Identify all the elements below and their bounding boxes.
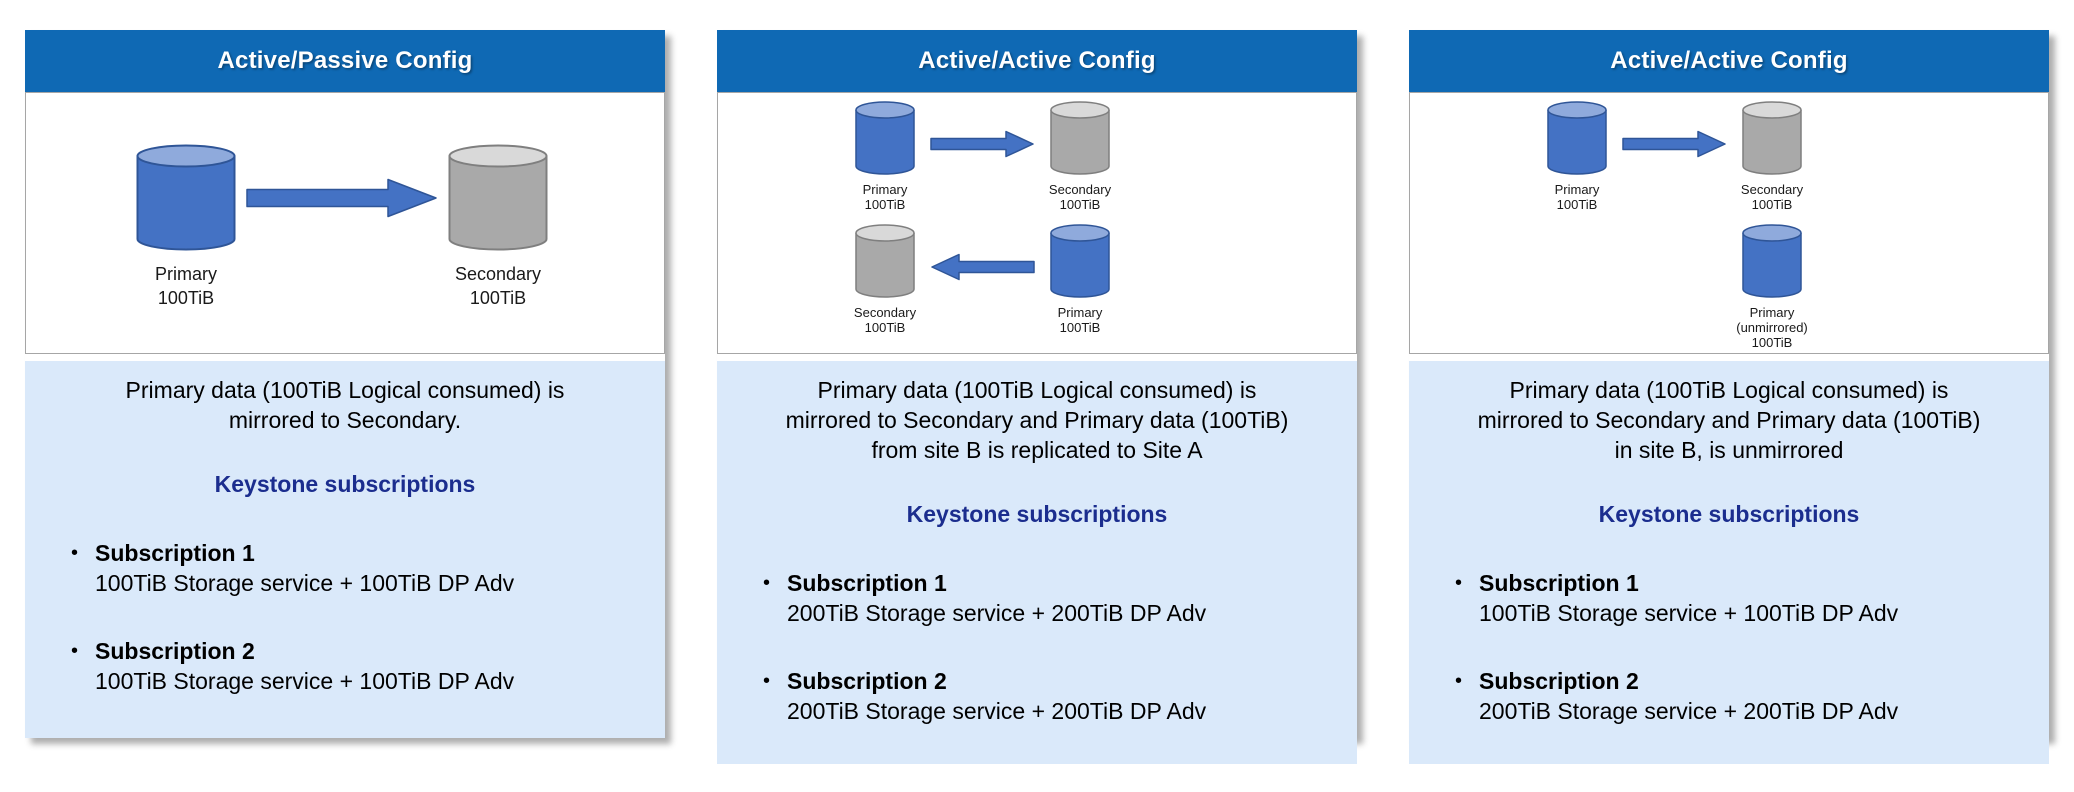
node-label-line: Primary [1554, 182, 1600, 197]
bullet-icon: • [763, 572, 771, 594]
replication-row-a-to-b [718, 101, 1356, 212]
node-label-line: (unmirrored) [1736, 320, 1808, 335]
subscription-item [763, 568, 1339, 628]
primary-storage-node [126, 144, 246, 310]
subscription-item [71, 538, 647, 598]
node-label [455, 262, 541, 310]
replication-row-a-to-b [1410, 101, 2048, 212]
node-label-line: 100TiB [1059, 197, 1101, 212]
node-label-line: 100TiB [157, 288, 215, 308]
bullet-icon: • [1455, 572, 1463, 594]
node-label [155, 262, 217, 310]
panel-active-active-bidirectional [717, 30, 1357, 738]
description-line: in site B, is unmirrored [1614, 437, 1844, 463]
subscription-name: • Subscription 1 [763, 570, 947, 596]
secondary-storage-node [840, 224, 930, 335]
description [43, 375, 647, 435]
subscription-name: • Subscription 1 [1455, 570, 1639, 596]
mirror-arrow-right-icon [1622, 130, 1727, 158]
node-label [1049, 182, 1111, 212]
subscription-name: • Subscription 1 [71, 540, 255, 566]
node-label-line: Primary [1057, 305, 1103, 320]
info-box [25, 361, 665, 738]
subscription-detail: 200TiB Storage service + 200TiB DP Adv [1479, 698, 1899, 724]
storage-cylinder-blue-icon [1050, 224, 1110, 298]
storage-cylinder-gray-icon [1742, 101, 1802, 175]
keystone-subscriptions-heading: Keystone subscriptions [214, 471, 476, 497]
description-line: mirrored to Secondary and Primary data (100TiB) [1477, 407, 1981, 433]
node-label-line: 100TiB [864, 197, 906, 212]
node-label [863, 182, 908, 212]
node-label [1741, 182, 1803, 212]
info-box [717, 361, 1357, 764]
subscription-detail: 100TiB Storage service + 100TiB DP Adv [95, 668, 515, 694]
replication-diagram [1409, 92, 2049, 354]
storage-cylinder-blue-icon [1547, 101, 1607, 175]
subscription-item [71, 636, 647, 696]
subscription-name: • Subscription 2 [763, 668, 947, 694]
primary-unmirrored-storage-node [1727, 224, 1817, 350]
panel-title: Active/Passive Config [217, 47, 473, 74]
subscription-list [1427, 568, 2031, 726]
node-label-line: Primary [155, 264, 217, 284]
storage-cylinder-gray-icon [855, 224, 915, 298]
node-label-line: 100TiB [1059, 320, 1101, 335]
subscription-item [1455, 568, 2031, 628]
mirror-arrow-right-icon [930, 130, 1035, 158]
node-label-line: 100TiB [864, 320, 906, 335]
subscription-detail: 100TiB Storage service + 100TiB DP Adv [95, 570, 515, 596]
description-line: mirrored to Secondary. [228, 407, 462, 433]
node-label-line: Primary [1749, 305, 1795, 320]
mirror-arrow-right-icon [246, 178, 438, 218]
bullet-icon: • [763, 670, 771, 692]
panel-header [25, 30, 665, 92]
subscription-item [1455, 666, 2031, 726]
subscription-detail: 200TiB Storage service + 200TiB DP Adv [787, 600, 1207, 626]
keystone-subscriptions-heading: Keystone subscriptions [1598, 501, 1860, 527]
panel-title: Active/Active Config [918, 47, 1156, 74]
subscription-detail: 100TiB Storage service + 100TiB DP Adv [1479, 600, 1899, 626]
node-label-line: Secondary [853, 305, 917, 320]
description [1427, 375, 2031, 465]
node-label-line: Secondary [1048, 182, 1112, 197]
replication-diagram [717, 92, 1357, 354]
panel-title: Active/Active Config [1610, 47, 1848, 74]
bullet-icon: • [1455, 670, 1463, 692]
storage-cylinder-blue-icon [136, 144, 236, 251]
secondary-storage-node [1727, 101, 1817, 212]
panel-active-active-unmirrored [1409, 30, 2049, 738]
node-label-line: 100TiB [1751, 197, 1793, 212]
node-label-line: 100TiB [1751, 335, 1793, 350]
subscription-detail: 200TiB Storage service + 200TiB DP Adv [787, 698, 1207, 724]
panel-header [1409, 30, 2049, 92]
subscription-list [735, 568, 1339, 726]
storage-cylinder-blue-icon [855, 101, 915, 175]
node-label-line: Primary [862, 182, 908, 197]
storage-cylinder-gray-icon [1050, 101, 1110, 175]
node-label [1736, 305, 1808, 350]
replication-row-b-to-a [718, 224, 1356, 335]
node-label-line: 100TiB [469, 288, 527, 308]
description-line: Primary data (100TiB Logical consumed) is [1509, 377, 1949, 403]
primary-storage-node [1532, 101, 1622, 212]
replication-diagram [25, 92, 665, 354]
description-line: mirrored to Secondary and Primary data (100TiB) [785, 407, 1289, 433]
description-line: Primary data (100TiB Logical consumed) is [817, 377, 1257, 403]
node-label [1555, 182, 1600, 212]
node-label [854, 305, 916, 335]
description-line: Primary data (100TiB Logical consumed) is [125, 377, 565, 403]
info-box [1409, 361, 2049, 764]
mirror-arrow-left-icon [930, 253, 1035, 281]
bullet-icon: • [71, 542, 79, 564]
description [735, 375, 1339, 465]
primary-storage-node [840, 101, 930, 212]
secondary-storage-node [438, 144, 558, 310]
node-label [1058, 305, 1103, 335]
description-line: from site B is replicated to Site A [871, 437, 1203, 463]
node-label-line: 100TiB [1556, 197, 1598, 212]
subscription-list [43, 538, 647, 696]
storage-cylinder-gray-icon [448, 144, 548, 251]
bullet-icon: • [71, 640, 79, 662]
primary-storage-node [1035, 224, 1125, 335]
subscription-name: • Subscription 2 [71, 638, 255, 664]
node-label-line: Secondary [1740, 182, 1804, 197]
subscription-name: • Subscription 2 [1455, 668, 1639, 694]
storage-cylinder-blue-icon [1742, 224, 1802, 298]
node-label-line: Secondary [454, 264, 542, 284]
subscription-item [763, 666, 1339, 726]
panel-header [717, 30, 1357, 92]
secondary-storage-node [1035, 101, 1125, 212]
keystone-subscriptions-heading: Keystone subscriptions [906, 501, 1168, 527]
panel-active-passive [25, 30, 665, 738]
unmirrored-row [1410, 224, 2048, 350]
